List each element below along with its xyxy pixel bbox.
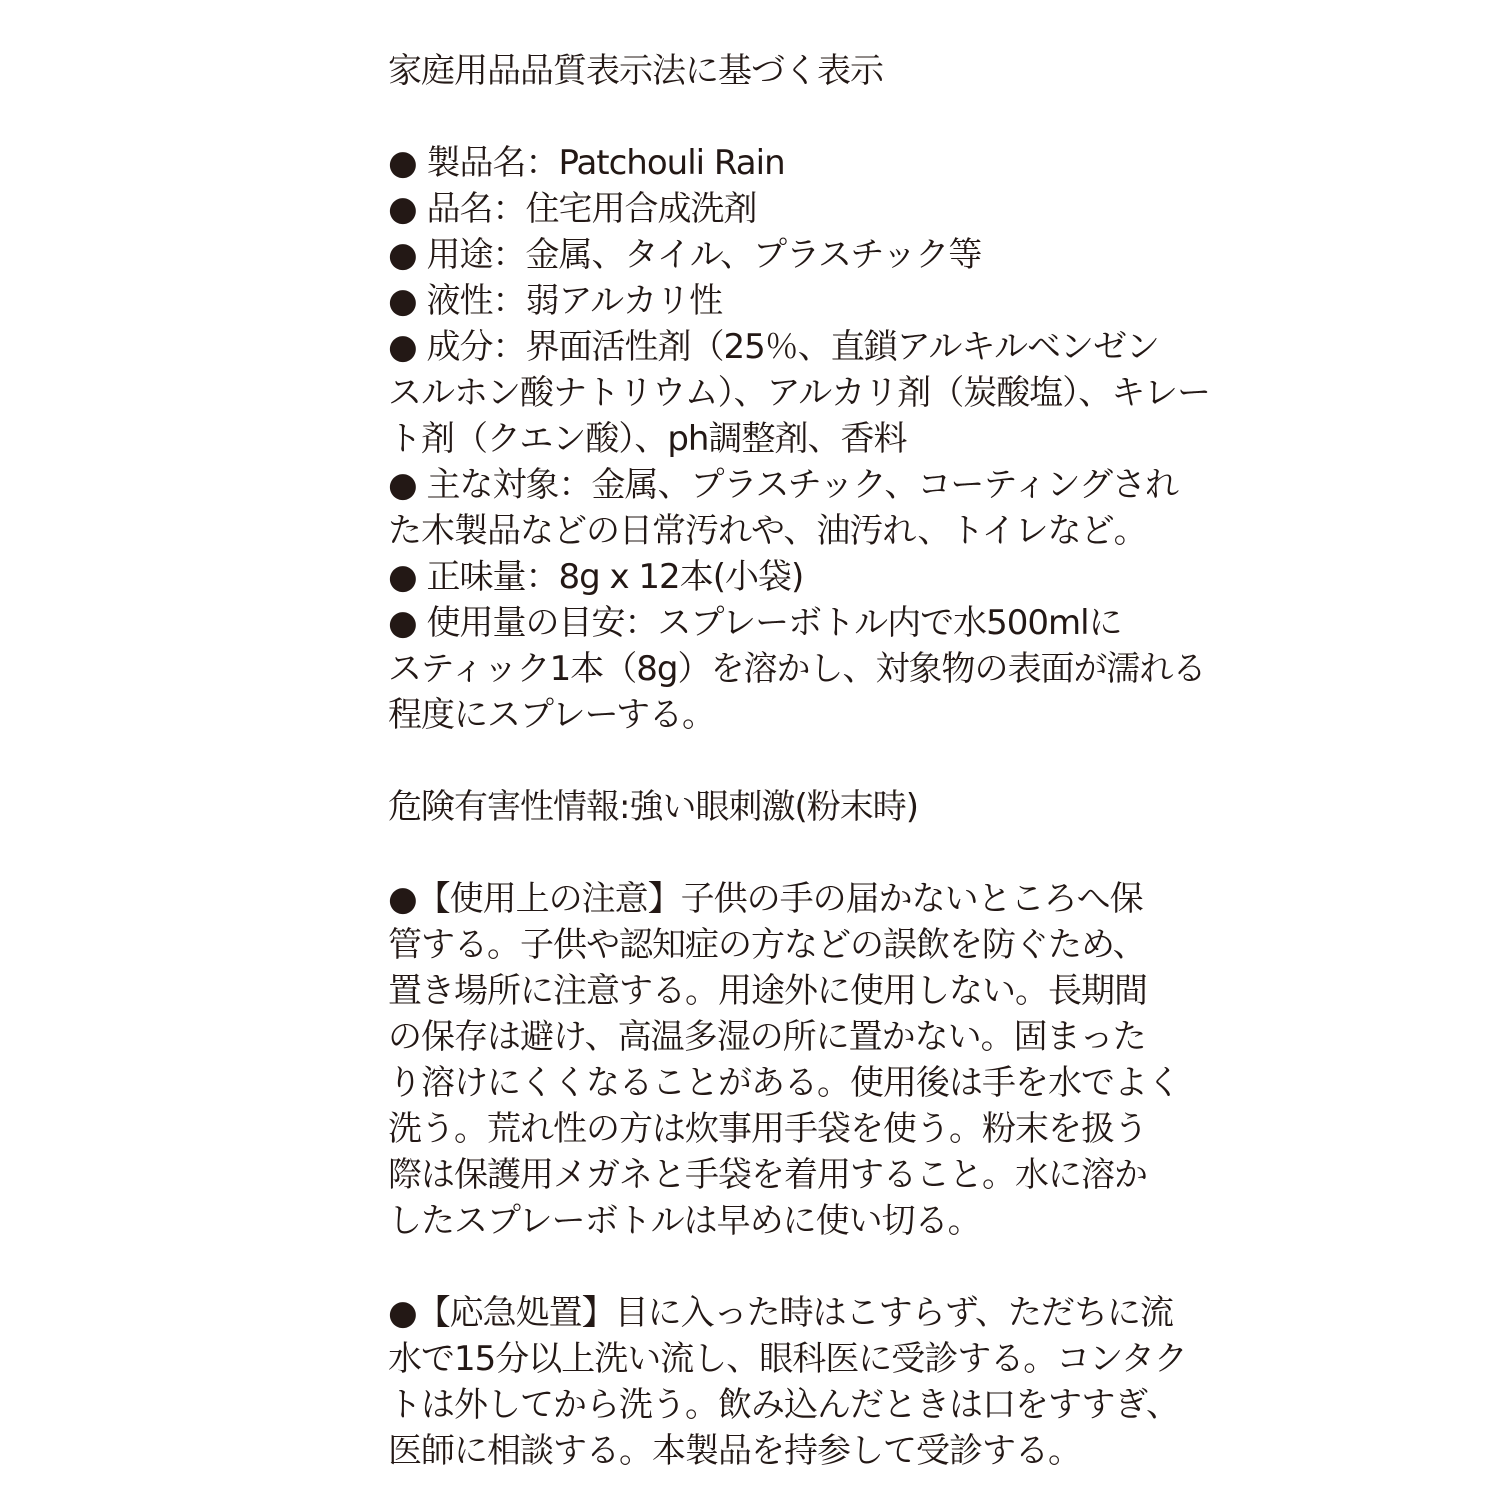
caution-line: の保存は避け、高温多湿の所に置かない。固まった <box>388 1017 1146 1057</box>
first-aid-line: ●【応急処置】目に入った時はこすらず、ただちに流 <box>388 1293 1173 1333</box>
quality-label-document <box>388 48 1210 1474</box>
spec-list <box>388 140 1210 738</box>
spec-dosage-line: 程度にスプレーする。 <box>388 695 715 735</box>
first-aid-line: トは外してから洗う。飲み込んだときは口をすすぎ、 <box>388 1385 1179 1425</box>
caution-line: 洗う。荒れ性の方は炊事用手袋を使う。粉末を扱う <box>388 1109 1147 1149</box>
spec-product-name: ● 製品名：Patchouli Rain <box>388 143 785 183</box>
spacer <box>388 738 1188 784</box>
spec-usage: ● 用途：金属、タイル、プラスチック等 <box>388 235 982 275</box>
spacer <box>388 94 1188 140</box>
caution-line: したスプレーボトルは早めに使い切る。 <box>388 1201 981 1241</box>
caution-line: り溶けにくくなることがある。使用後は手を水でよく <box>388 1063 1180 1103</box>
hazard-info: 危険有害性情報:強い眼刺激(粉末時) <box>388 787 918 827</box>
spec-dosage-line: スティック1本（8g）を溶かし、対象物の表面が濡れる <box>388 649 1206 689</box>
spacer <box>388 1244 1188 1290</box>
spec-targets-line: ● 主な対象：金属、プラスチック、コーティングされ <box>388 465 1178 505</box>
first-aid <box>388 1290 1188 1474</box>
spec-ingredients-line: スルホン酸ナトリウム）、アルカリ剤（炭酸塩）、キレー <box>388 373 1210 413</box>
spec-ingredients-line: ● 成分：界面活性剤（25％、直鎖アルキルベンゼン <box>388 327 1160 367</box>
usage-cautions <box>388 876 1188 1244</box>
spec-item-name: ● 品名：住宅用合成洗剤 <box>388 189 757 229</box>
caution-line: 際は保護用メガネと手袋を着用すること。水に溶か <box>388 1155 1147 1195</box>
spec-dosage-line: ● 使用量の目安：スプレーボトル内で水500mlに <box>388 603 1122 643</box>
spec-liquid: ● 液性：弱アルカリ性 <box>388 281 723 321</box>
spacer <box>388 830 1188 876</box>
spec-targets-line: た木製品などの日常汚れや、油汚れ、トイレなど。 <box>388 511 1147 551</box>
spec-net-quantity: ● 正味量：8g x 12本(小袋) <box>388 557 804 597</box>
first-aid-line: 医師に相談する。本製品を持参して受診する。 <box>388 1431 1081 1471</box>
first-aid-line: 水で15分以上洗い流し、眼科医に受診する。コンタク <box>388 1339 1187 1379</box>
spec-ingredients-line: ト剤（クエン酸）、ph調整剤、香料 <box>388 419 907 459</box>
caution-line: 管する。子供や認知症の方などの誤飲を防ぐため、 <box>388 925 1146 965</box>
document-title: 家庭用品品質表示法に基づく表示 <box>388 51 883 91</box>
caution-line: 置き場所に注意する。用途外に使用しない。長期間 <box>388 971 1147 1011</box>
caution-line: ●【使用上の注意】子供の手の届かないところへ保 <box>388 879 1143 919</box>
